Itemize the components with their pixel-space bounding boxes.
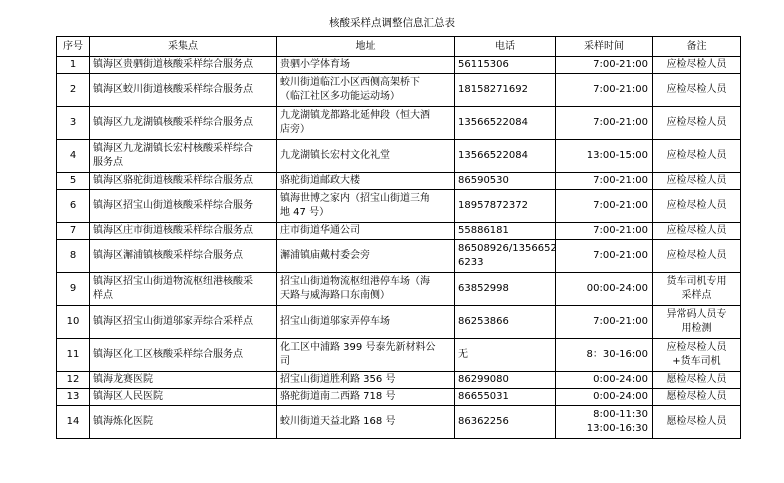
- table-row: [57, 190, 741, 223]
- site-name: 镇海龙赛医院: [90, 372, 277, 389]
- site-phone: 无: [455, 339, 556, 372]
- site-name: 镇海区招宝山街道核酸采样综合服务: [90, 190, 277, 223]
- table-row: [57, 372, 741, 389]
- site-phone: 13566522084: [455, 140, 556, 173]
- site-address: 招宝山街道邬家弄停车场: [277, 306, 455, 339]
- site-note: 应检尽检人员: [653, 240, 741, 273]
- site-address: 九龙湖镇长宏村文化礼堂: [277, 140, 455, 173]
- row-number: 1: [57, 57, 90, 74]
- table-row: [57, 273, 741, 306]
- site-note: 应检尽检人员: [653, 107, 741, 140]
- site-note: 愿检尽检人员: [653, 372, 741, 389]
- row-number: 9: [57, 273, 90, 306]
- site-name: 镇海区蛟川街道核酸采样综合服务点: [90, 74, 277, 107]
- site-address: 庄市街道华通公司: [277, 223, 455, 240]
- table-row: [57, 339, 741, 372]
- header-site: 采集点: [90, 37, 277, 57]
- site-phone: 86590530: [455, 173, 556, 190]
- site-note: 应检尽检人员: [653, 140, 741, 173]
- site-name: 镇海区骆驼街道核酸采样综合服务点: [90, 173, 277, 190]
- table-row: [57, 173, 741, 190]
- sampling-time: 7:00-21:00: [556, 74, 653, 107]
- row-number: 11: [57, 339, 90, 372]
- table-row: [57, 389, 741, 406]
- site-note: 愿检尽检人员: [653, 389, 741, 406]
- site-name: 镇海区招宝山街道物流枢纽港核酸采 样点: [90, 273, 277, 306]
- site-phone: 86299080: [455, 372, 556, 389]
- site-phone: 86655031: [455, 389, 556, 406]
- site-address: 骆驼街道邮政大楼: [277, 173, 455, 190]
- site-name: 镇海炼化医院: [90, 406, 277, 439]
- table-row: [57, 140, 741, 173]
- sampling-time: 7:00-21:00: [556, 306, 653, 339]
- site-note: 异常码人员专 用检测: [653, 306, 741, 339]
- site-note: 应检尽检人员 +货车司机: [653, 339, 741, 372]
- header-phone: 电话: [455, 37, 556, 57]
- site-name: 镇海区招宝山街道邬家弄综合采样点: [90, 306, 277, 339]
- row-number: 13: [57, 389, 90, 406]
- header-time: 采样时间: [556, 37, 653, 57]
- sampling-time: 7:00-21:00: [556, 190, 653, 223]
- sampling-time: 7:00-21:00: [556, 240, 653, 273]
- site-note: 货车司机专用 采样点: [653, 273, 741, 306]
- sampling-time: 8:00-11:30 13:00-16:30: [556, 406, 653, 439]
- sampling-time: 8：30-16:00: [556, 339, 653, 372]
- row-number: 4: [57, 140, 90, 173]
- row-number: 14: [57, 406, 90, 439]
- site-phone: 18957872372: [455, 190, 556, 223]
- site-address: 澥浦镇庙戴村委会旁: [277, 240, 455, 273]
- site-name: 镇海区化工区核酸采样综合服务点: [90, 339, 277, 372]
- row-number: 6: [57, 190, 90, 223]
- table-row: [57, 240, 741, 273]
- site-name: 镇海区庄市街道核酸采样综合服务点: [90, 223, 277, 240]
- site-name: 镇海区九龙湖镇核酸采样综合服务点: [90, 107, 277, 140]
- sampling-time: 0:00-24:00: [556, 372, 653, 389]
- site-name: 镇海区人民医院: [90, 389, 277, 406]
- site-phone: 55886181: [455, 223, 556, 240]
- sampling-time: 13:00-15:00: [556, 140, 653, 173]
- table-header-row: [57, 37, 741, 57]
- header-note: 备注: [653, 37, 741, 57]
- site-address: 九龙湖镇龙都路北延伸段（恒大酒 店旁）: [277, 107, 455, 140]
- table-row: [57, 306, 741, 339]
- site-address: 镇海世博之家内（招宝山街道三角 地 47 号）: [277, 190, 455, 223]
- row-number: 12: [57, 372, 90, 389]
- site-address: 蛟川街道天益北路 168 号: [277, 406, 455, 439]
- row-number: 3: [57, 107, 90, 140]
- site-phone: 86508926/1356652 6233: [455, 240, 556, 273]
- table-row: [57, 74, 741, 107]
- site-phone: 13566522084: [455, 107, 556, 140]
- header-address: 地址: [277, 37, 455, 57]
- sampling-time: 7:00-21:00: [556, 57, 653, 74]
- site-address: 招宝山街道物流枢纽港停车场（海 天路与威海路口东南侧）: [277, 273, 455, 306]
- site-phone: 56115306: [455, 57, 556, 74]
- document-title: 核酸采样点调整信息汇总表: [329, 17, 455, 29]
- sampling-sites-table: [56, 36, 741, 439]
- site-note: 应检尽检人员: [653, 190, 741, 223]
- site-phone: 86253866: [455, 306, 556, 339]
- table-row: [57, 406, 741, 439]
- row-number: 5: [57, 173, 90, 190]
- site-phone: 86362256: [455, 406, 556, 439]
- site-name: 镇海区澥浦镇核酸采样综合服务点: [90, 240, 277, 273]
- site-phone: 63852998: [455, 273, 556, 306]
- site-note: 应检尽检人员: [653, 173, 741, 190]
- table-row: [57, 107, 741, 140]
- sampling-time: 7:00-21:00: [556, 173, 653, 190]
- site-address: 招宝山街道胜利路 356 号: [277, 372, 455, 389]
- site-address: 蛟川街道临江小区西侧高架桥下 （临江社区多功能运动场）: [277, 74, 455, 107]
- row-number: 2: [57, 74, 90, 107]
- sampling-time: 7:00-21:00: [556, 223, 653, 240]
- sampling-time: 7:00-21:00: [556, 107, 653, 140]
- site-address: 化工区中浦路 399 号泰先新材料公 司: [277, 339, 455, 372]
- sampling-time: 0:00-24:00: [556, 389, 653, 406]
- table-row: [57, 57, 741, 74]
- site-name: 镇海区贵驷街道核酸采样综合服务点: [90, 57, 277, 74]
- site-address: 骆驼街道南二西路 718 号: [277, 389, 455, 406]
- site-note: 应检尽检人员: [653, 57, 741, 74]
- site-note: 应检尽检人员: [653, 223, 741, 240]
- header-no: 序号: [57, 37, 90, 57]
- site-note: 愿检尽检人员: [653, 406, 741, 439]
- row-number: 10: [57, 306, 90, 339]
- site-note: 应检尽检人员: [653, 74, 741, 107]
- site-name: 镇海区九龙湖镇长宏村核酸采样综合 服务点: [90, 140, 277, 173]
- table-row: [57, 223, 741, 240]
- row-number: 7: [57, 223, 90, 240]
- row-number: 8: [57, 240, 90, 273]
- site-address: 贵驷小学体育场: [277, 57, 455, 74]
- sampling-time: 00:00-24:00: [556, 273, 653, 306]
- site-phone: 18158271692: [455, 74, 556, 107]
